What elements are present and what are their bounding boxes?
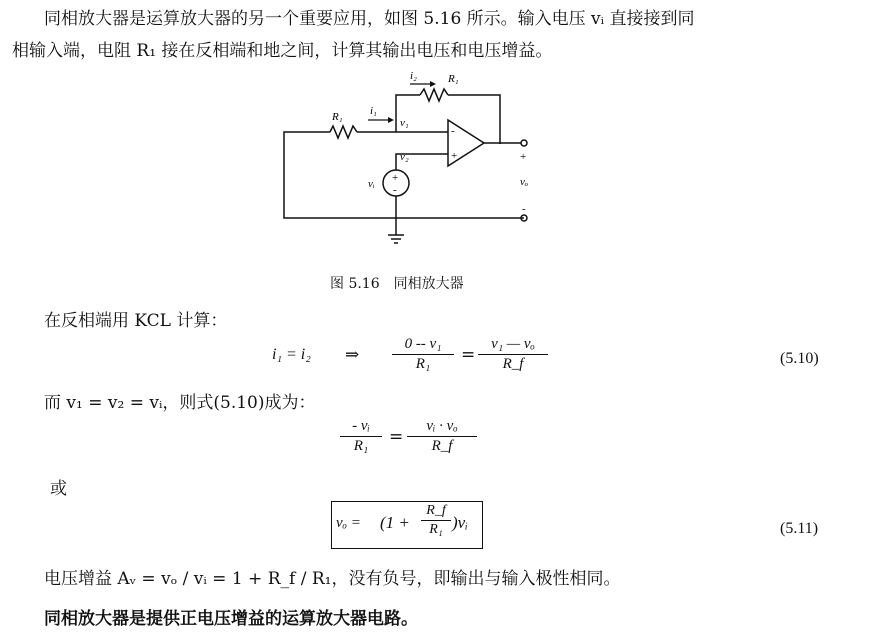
eq-mid-fraction-2 xyxy=(407,418,477,455)
eq511-lhs: vₒ = xyxy=(336,515,361,531)
label-source-minus: - xyxy=(393,184,397,196)
eq511-denominator: R₁ xyxy=(429,522,443,537)
eq510-f2-denominator: R_f xyxy=(502,356,524,372)
label-r1: R₁ xyxy=(332,111,343,123)
fraction-bar xyxy=(478,354,548,355)
eq511-fraction xyxy=(421,503,451,538)
rf-resistor xyxy=(420,89,448,101)
eq-mid-f1-denominator: R₁ xyxy=(353,438,369,454)
eq511-close: )vᵢ xyxy=(452,513,468,532)
eq-mid-fraction-1 xyxy=(340,418,382,455)
label-opamp-minus: - xyxy=(451,125,455,137)
i1-arrow-head xyxy=(388,117,394,123)
eq510-f2-numerator: v₁ — vₒ xyxy=(491,336,535,352)
eq-mid-f1-numerator: - vᵢ xyxy=(352,418,370,434)
eq511-open: (1 + xyxy=(380,513,410,532)
intro-line-2: 相输入端，电阻 R₁ 接在反相端和地之间，计算其输出电压和电压增益。 xyxy=(12,41,553,61)
fraction-bar xyxy=(340,436,382,437)
fraction-bar xyxy=(392,354,454,355)
eq-mid-f2-denominator: R_f xyxy=(431,438,453,454)
eq510-f1-denominator: R₁ xyxy=(415,356,431,372)
then-text: 而 v₁ = v₂ = vᵢ，则式(5.10)成为： xyxy=(44,393,316,413)
label-rf: R₁ xyxy=(448,73,459,85)
eq510-arrow: ⇒ xyxy=(345,345,360,365)
eq-mid-f2-numerator: vᵢ · vₒ xyxy=(426,418,458,434)
fraction-bar xyxy=(421,520,451,521)
eq510-lhs: i₁ = i₂ xyxy=(272,346,311,363)
label-output-plus: + xyxy=(520,151,527,163)
kcl-intro: 在反相端用 KCL 计算： xyxy=(44,311,228,331)
label-opamp-plus: + xyxy=(451,150,458,162)
fraction-bar xyxy=(407,436,477,437)
label-v1: v₁ xyxy=(400,117,409,129)
eq-mid-equals: = xyxy=(389,427,404,447)
label-v2: v₂ xyxy=(400,151,409,163)
eq511-numerator: R_f xyxy=(426,503,446,518)
gain-text: 电压增益 Aᵥ = vₒ / vᵢ = 1 + R_f / R₁，没有负号，即输出与输入极性相同。 xyxy=(44,569,621,589)
eq510-fraction-1 xyxy=(392,336,454,373)
intro-line-1: 同相放大器是运算放大器的另一个重要应用，如图 5.16 所示。输入电压 vᵢ 直接接到同 xyxy=(44,9,695,29)
eq510-f1-numerator: 0 -- v₁ xyxy=(404,336,442,352)
non-inverting-amplifier-circuit xyxy=(270,62,570,247)
label-output-minus: - xyxy=(522,203,526,215)
label-vo: vₒ xyxy=(520,176,529,188)
eq510-fraction-2 xyxy=(478,336,548,373)
output-plus-terminal xyxy=(521,140,527,146)
figure-caption: 图 5.16 同相放大器 xyxy=(330,276,464,292)
eq510-number: (5.10) xyxy=(780,350,819,367)
label-i2: i₂ xyxy=(410,70,417,82)
eq510-equals: = xyxy=(461,345,476,365)
i2-arrow-head xyxy=(430,81,436,87)
label-source-plus: + xyxy=(392,172,399,184)
eq511-number: (5.11) xyxy=(780,520,819,537)
r1-resistor xyxy=(330,126,357,138)
label-i1: i₁ xyxy=(370,105,377,117)
or-text: 或 xyxy=(50,479,67,499)
summary-text: 同相放大器是提供正电压增益的运算放大器电路。 xyxy=(44,609,418,629)
label-vi: vᵢ xyxy=(368,178,375,190)
